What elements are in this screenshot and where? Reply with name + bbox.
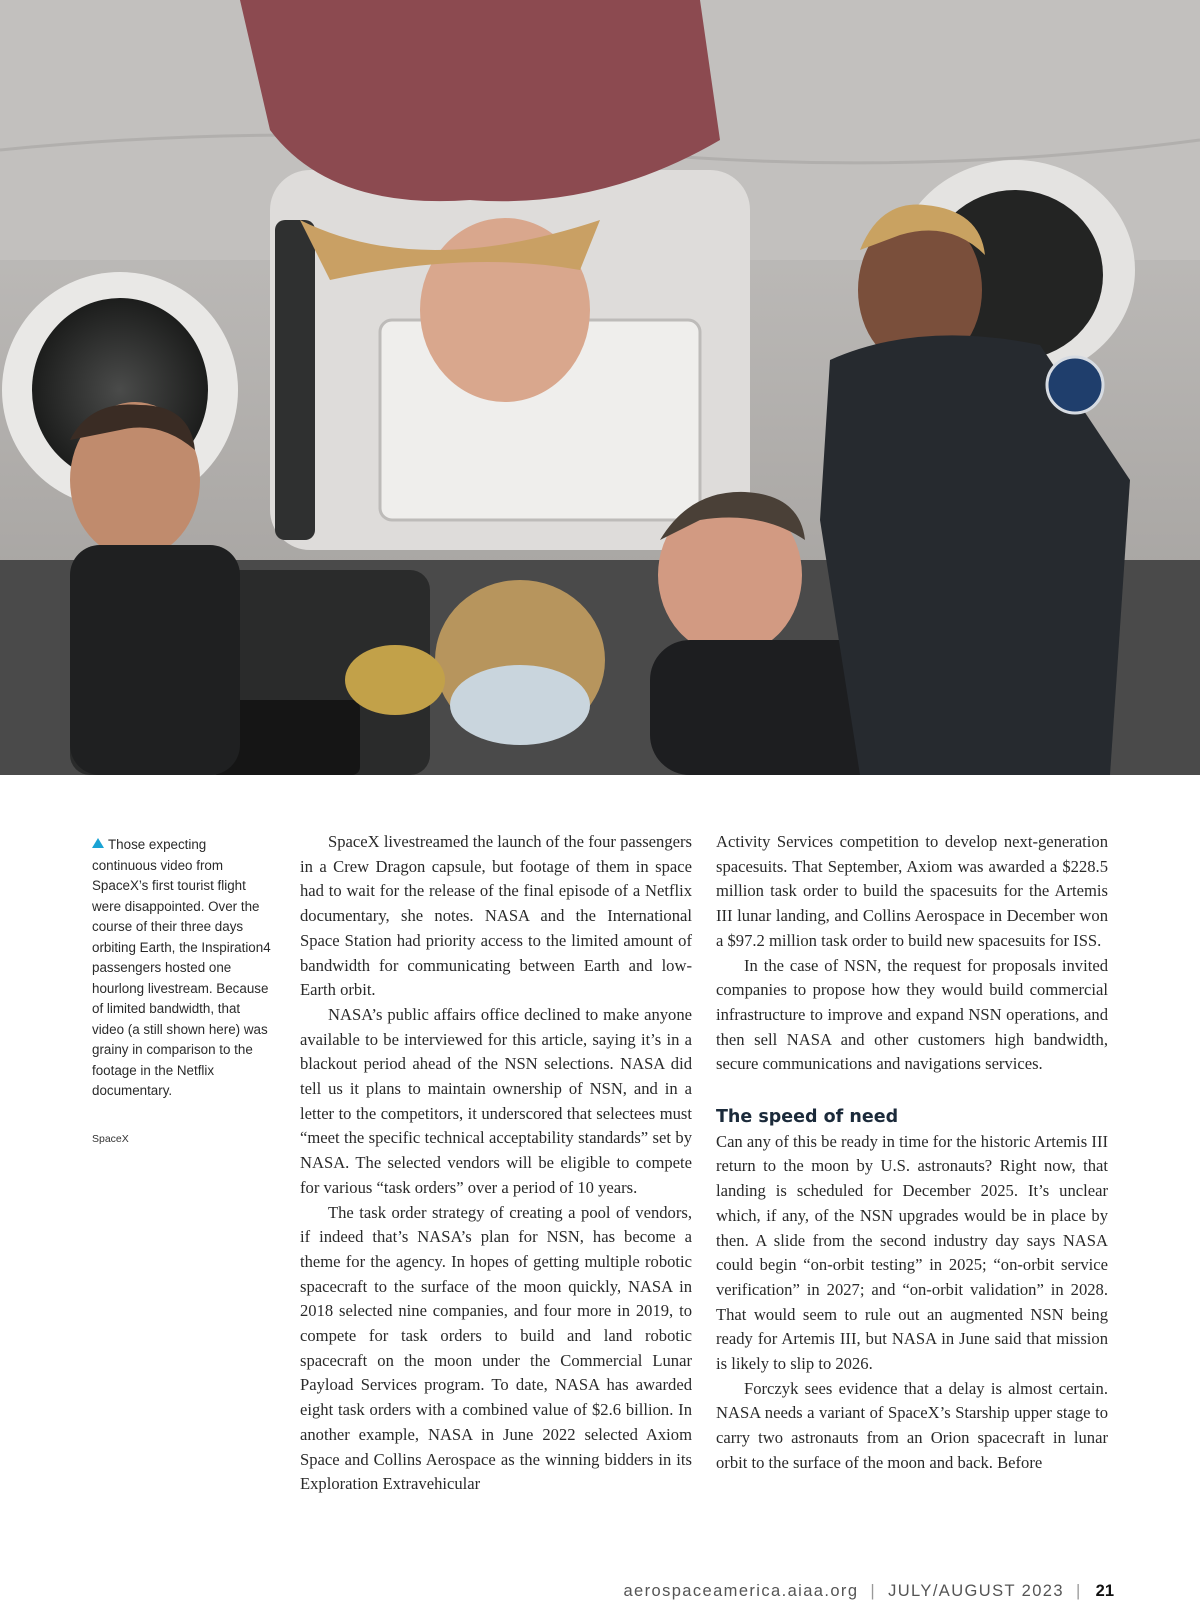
page-number: 21 [1095, 1582, 1114, 1600]
cover-photo [0, 0, 1200, 775]
paragraph: In the case of NSN, the request for proposals invited companies to propose how they would build commercial infrastructure to improve and expand NSN operations, and then sell NASA and other customers high bandwidth, secure communications and navigations services. [716, 955, 1108, 1074]
paragraph: NASA’s public affairs office declined to make anyone available to be interviewed for this article, saying it’s in a blackout period ahead of the NSN selections. NASA did tell us it plans to maintain ownership of NSN, and in a letter to the competitors, it underscored that selectees must “meet the specific technical acceptability standards” set by NASA. The selected vendors will be eligible to compete for various “task orders” over a period of 10 years. [300, 1004, 692, 1197]
footer-issue: JULY/AUGUST 2023 [888, 1582, 1064, 1600]
section-subheading: The speed of need [716, 1107, 899, 1128]
paragraph: SpaceX livestreamed the launch of the four passengers in a Crew Dragon capsule, but footage of them in space had to wait for the release of the final episode of a Netflix documentary, she notes. NASA and the International Space Station had priority access to the limited amount of bandwidth for communicating between Earth and low-Earth orbit. [300, 832, 692, 1000]
capsule-crew-illustration [0, 0, 1200, 775]
mission-patch [1047, 357, 1103, 413]
page-footer [623, 1582, 1114, 1601]
paragraph: Can any of this be ready in time for the historic Artemis III return to the moon by U.S. astronauts? Right now, that landing is scheduled for December 2025. It’s unclear which, if any, of the NSN upgrades would be in place by then. A slide from the second industry day says NASA could begin “on-orbit testing” in 2025; “on-orbit service verification” in 2027; and “on-orbit validation” in 2028. That would seem to rule out an augmented NSN being ready for Artemis III, but NASA in June said that mission is likely to slip to 2026. [716, 1131, 1108, 1374]
caption-triangle-icon [92, 838, 104, 848]
footer-separator: | [870, 1582, 877, 1600]
footer-site-link[interactable]: aerospaceamerica.aiaa.org [623, 1582, 859, 1600]
footer-separator: | [1075, 1582, 1082, 1600]
article-column-2 [716, 830, 1108, 1476]
photo-credit: SpaceX [92, 1133, 129, 1145]
article-column-1 [300, 830, 692, 1497]
caption-text: Those expecting continuous video from SpaceX’s first tourist flight were disappointed. Over the course of their three days orbiting Earth, the Inspiration4 passengers hosted one hourlong livestream. Because of limited bandwidth, that video (a still shown here) was grainy in comparison to the footage in the Netflix documentary. [92, 837, 271, 1098]
paragraph: The task order strategy of creating a pool of vendors, if indeed that’s NASA’s plan for NSN, has become a theme for the agency. In hopes of getting multiple robotic spacecraft to the surface of the moon quickly, NASA in 2018 selected nine companies, and four more in 2019, to compete for task orders to build and land robotic spacecraft on the moon under the Commercial Lunar Payload Services program. To date, NASA has awarded eight task orders with a combined value of $2.6 billion. In another example, NASA in June 2022 selected Axiom Space and Collins Aerospace as the winning bidders in its Exploration Extravehicular [300, 1202, 692, 1494]
paragraph: Forczyk sees evidence that a delay is almost certain. NASA needs a variant of SpaceX’s Starship upper stage to carry two astronauts from an Orion spacecraft in lunar orbit to the surface of the moon and back. Before [716, 1378, 1108, 1472]
paragraph-continuation: Activity Services competition to develop next-generation spacesuits. That September, Axiom was awarded a $228.5 million task order to build the spacesuits for the Artemis III lunar landing, and Collins Aerospace in December won a $97.2 million task order to build new spacesuits for ISS. [716, 832, 1108, 950]
photo-caption [92, 835, 272, 1102]
